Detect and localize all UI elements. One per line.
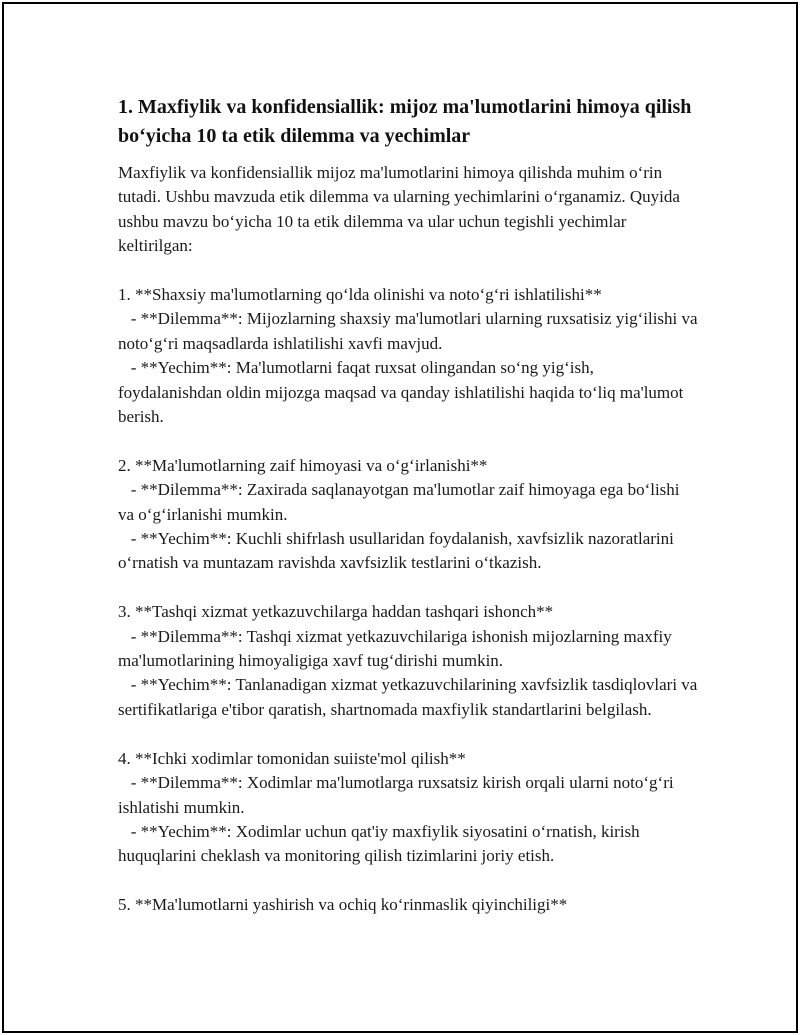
item-dilemma: - **Dilemma**: Zaxirada saqlanayotgan ma'lumotlar zaif himoyaga ega bo‘lishi va o‘g‘irlanishi mumkin. xyxy=(118,480,684,524)
item-solution: - **Yechim**: Ma'lumotlarni faqat ruxsat olingandan so‘ng yig‘ish, foydalanishdan oldin mijozga maqsad va qanday ishlatilishi haqida to‘liq ma'lumot berish. xyxy=(118,358,688,427)
item-heading: 2. **Ma'lumotlarning zaif himoyasi va o‘g‘irlanishi** xyxy=(118,455,488,475)
item-heading: 5. **Ma'lumotlarni yashirish va ochiq ko‘rinmaslik qiyinchiligi** xyxy=(118,895,568,915)
intro-paragraph: Maxfiylik va konfidensiallik mijoz ma'lumotlarini himoya qilishda muhim o‘rin tutadi. Ushbu mavzuda etik dilemma va ularning yechimlarini o‘rganamiz. Quyida ushbu mavzu bo‘yicha 10 ta etik dilemma va ular uchun tegishli yechimlar keltirilgan: xyxy=(118,163,685,256)
item-dilemma: - **Dilemma**: Mijozlarning shaxsiy ma'lumotlari ularning ruxsatisiz yig‘ilishi va noto‘g‘ri maqsadlarda ishlatilishi xavfi mavjud. xyxy=(118,309,702,353)
document-title: 1. Maxfiylik va konfidensiallik: mijoz ma'lumotlarini himoya qilish bo‘yicha 10 ta etik dilemma va yechimlar xyxy=(118,96,692,147)
document-body xyxy=(118,93,702,918)
spacer xyxy=(118,259,698,283)
item-solution: - **Yechim**: Tanlanadigan xizmat yetkazuvchilarining xavfsizlik tasdiqlovlari va sertifikatlariga e'tibor qaratish, shartnomada maxfiylik standartlarini belgilash. xyxy=(118,675,702,719)
item-solution: - **Yechim**: Xodimlar uchun qat'iy maxfiylik siyosatini o‘rnatish, kirish huquqlarini cheklash va monitoring qilish tizimlarini joriy etish. xyxy=(118,821,644,866)
item-heading: 3. **Tashqi xizmat yetkazuvchilarga haddan tashqari ishonch** xyxy=(118,602,554,622)
spacer xyxy=(118,576,698,600)
item-heading: 1. **Shaxsiy ma'lumotlarning qo‘lda olinishi va noto‘g‘ri ishlatilishi** xyxy=(118,285,602,305)
item-dilemma: - **Dilemma**: Tashqi xizmat yetkazuvchilariga ishonish mijozlarning maxfiy ma'lumotlarining himoyaligiga xavf tug‘dirishi mumkin. xyxy=(118,626,676,671)
spacer xyxy=(118,869,698,893)
spacer xyxy=(118,429,698,453)
item-solution: - **Yechim**: Kuchli shifrlash usullaridan foydalanish, xavfsizlik nazoratlarini o‘rnatish va muntazam ravishda xavfsizlik testlarini o‘tkazish. xyxy=(118,529,679,573)
item-heading: 4. **Ichki xodimlar tomonidan suiiste'mol qilish** xyxy=(118,748,466,768)
spacer xyxy=(118,722,698,746)
item-dilemma: - **Dilemma**: Xodimlar ma'lumotlarga ruxsatsiz kirish orqali ularni noto‘g‘ri ishlatishi mumkin. xyxy=(118,773,678,817)
